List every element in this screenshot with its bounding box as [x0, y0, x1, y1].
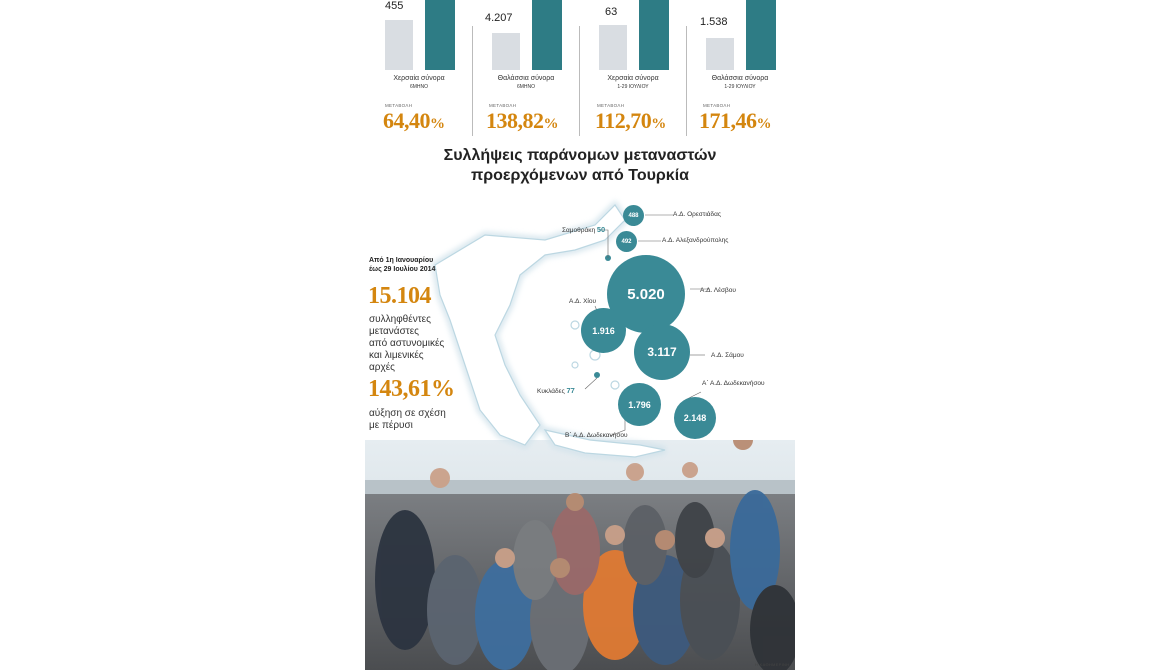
bar-category-4-label: Θαλάσσια σύνορα: [711, 75, 769, 82]
bar-category-1-label: Χερσαία σύνορα: [393, 75, 445, 82]
bar-category-3-label: Χερσαία σύνορα: [607, 75, 659, 82]
label-chios: Α.Δ. Χίου: [569, 298, 597, 305]
summary-total-desc3: από αστυνομικές: [369, 338, 445, 349]
label-samothraki-name: Σαμοθράκη: [562, 227, 596, 234]
credit: Η ΚΑΘΗΜΕΡΙΝΗ: [755, 662, 790, 667]
bubble-alexandroupoli: 492: [616, 231, 637, 252]
change-value-1-number: 64,40: [383, 108, 430, 133]
change-value-4-number: 171,46: [699, 108, 757, 133]
change-label-1: ΜΕΤΑΒΟΛΗ: [385, 103, 413, 108]
bubble-orestiada: 488: [623, 205, 644, 226]
summary-total-desc4: και λιμενικές: [369, 350, 424, 361]
change-label-2: ΜΕΤΑΒΟΛΗ: [489, 103, 517, 108]
bubble-samos: 3.117: [634, 324, 690, 380]
summary-total-desc5: αρχές: [369, 362, 395, 373]
label-cyclades-name: Κυκλάδες: [537, 388, 565, 395]
summary-period-line1: Από 1η Ιανουαρίου: [369, 257, 434, 264]
bubble-lesvos: 5.020: [607, 255, 685, 333]
label-samothraki-value: 50: [596, 225, 606, 234]
label-alexandroupoli: Α.Δ. Αλεξανδρούπολης: [662, 237, 729, 244]
summary-period-line2: έως 29 Ιουλίου 2014: [369, 266, 436, 273]
bar-category-3-sub: 1-29 ΙΟΥΛΙΟΥ: [617, 84, 649, 90]
bubble-chios: 1.916: [581, 308, 626, 353]
change-value-2-unit: %: [543, 116, 558, 132]
label-dodecanese-a: Α΄ Α.Δ. Δωδεκανήσου: [702, 380, 765, 387]
label-samothraki: [562, 225, 605, 234]
change-value-4-unit: %: [756, 116, 771, 132]
label-cyclades-value: 77: [566, 386, 575, 395]
map-title-line1: Συλλήψεις παράνομων μεταναστών: [443, 147, 717, 164]
label-samos: Α.Δ. Σάμου: [711, 352, 744, 359]
label-lesvos: Α.Δ. Λέσβου: [700, 287, 736, 294]
change-value-1-unit: %: [430, 116, 445, 132]
bubble-dodecanese-a: 2.148: [674, 397, 716, 439]
summary-total-desc: [369, 314, 444, 374]
summary-increase-desc: [369, 408, 446, 432]
change-value-3-number: 112,70: [595, 108, 652, 133]
summary-total: 15.104: [368, 283, 431, 309]
infographic-panel: [365, 0, 795, 670]
map-title-line2: προερχόμενων από Τουρκία: [470, 167, 690, 184]
bar-value-2: 4.207: [485, 12, 513, 24]
summary-total-desc1: συλληφθέντες: [369, 314, 431, 325]
bar-value-4: 1.538: [700, 16, 728, 28]
change-label-4: ΜΕΤΑΒΟΛΗ: [703, 103, 731, 108]
bar-category-2-sub: 6ΜΗΝΟ: [516, 84, 536, 90]
summary-total-desc2: μετανάστες: [369, 326, 419, 337]
bar-category-1-sub: 6ΜΗΝΟ: [409, 84, 429, 90]
change-value-3-unit: %: [651, 116, 666, 132]
summary-increase-desc2: με πέρυσι: [369, 420, 413, 431]
bubble-dodecanese-b: 1.796: [618, 383, 661, 426]
summary-period: [369, 256, 435, 274]
label-cyclades: [537, 386, 575, 395]
label-dodecanese-b: Β΄ Α.Δ. Δωδεκανήσου: [565, 432, 628, 439]
label-orestiada: Α.Δ. Ορεστιάδας: [673, 211, 722, 218]
bar-value-1: 455: [385, 0, 404, 12]
summary-increase-desc1: αύξηση σε σχέση: [369, 408, 446, 419]
summary-increase: 143,61%: [368, 376, 455, 402]
bar-value-3: 63: [605, 6, 618, 18]
change-label-3: ΜΕΤΑΒΟΛΗ: [597, 103, 625, 108]
change-value-2-number: 138,82: [486, 108, 544, 133]
bar-category-2-label: Θαλάσσια σύνορα: [497, 75, 555, 82]
bar-category-4-sub: 1-29 ΙΟΥΛΙΟΥ: [724, 84, 756, 90]
